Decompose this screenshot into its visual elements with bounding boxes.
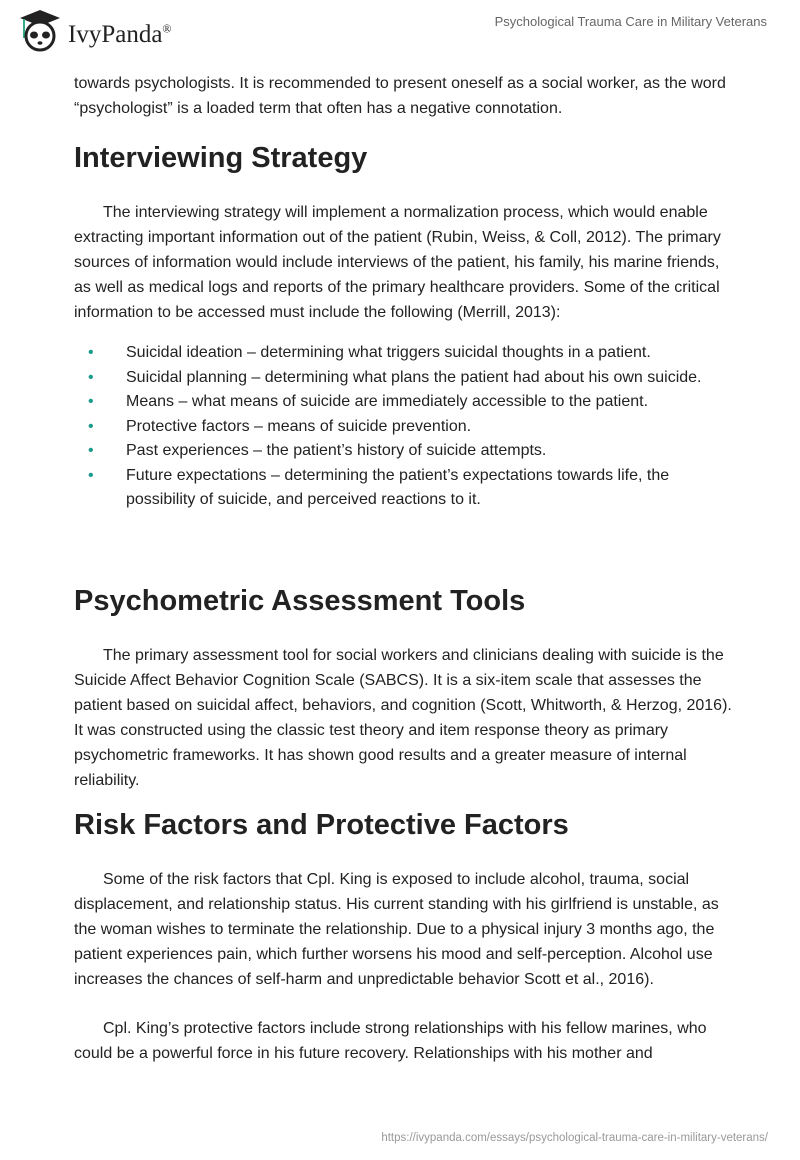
list-item-text: Protective factors – means of suicide prevention. — [126, 417, 472, 435]
list-item — [74, 415, 734, 440]
list-item-text: Means – what means of suicide are immediately accessible to the patient. — [126, 393, 649, 410]
intro-section — [74, 71, 734, 121]
paragraph: The interviewing strategy will implement a normalization process, which would enable extracting important information out of the patient (Rubin, Weiss, & Coll, 2012). The primary sources of information would include interviews of the patient, his family, his marine friends, as well as medical logs and reports of the primary healthcare providers. Some of the critical information to be accessed must include the following (Merrill, 2013): — [74, 204, 721, 321]
list-item — [74, 439, 734, 464]
ivypanda-logo[interactable] — [18, 8, 172, 52]
section-heading: Risk Factors and Protective Factors — [74, 809, 569, 841]
list-item — [74, 390, 734, 415]
section-risk-and-protective-factors — [74, 807, 734, 1066]
intro-paragraph: towards psychologists. It is recommended to present oneself as a social worker, as the word “psychologist” is a loaded term that often has a negative connotation. — [74, 75, 726, 117]
section-heading: Interviewing Strategy — [74, 142, 368, 174]
bullet-icon: • — [88, 466, 94, 484]
list-item — [74, 341, 734, 366]
section-interviewing-strategy — [74, 140, 734, 513]
registered-mark: ® — [162, 21, 172, 36]
bullet-icon: • — [88, 442, 94, 459]
list-item-text: Suicidal ideation – determining what triggers suicidal thoughts in a patient. — [126, 344, 651, 361]
paragraph: Cpl. King’s protective factors include strong relationships with his fellow marines, who could be a powerful force in his future recovery. Relationships with his mother and — [74, 1020, 707, 1062]
bullet-icon: • — [88, 393, 94, 410]
bullet-list — [74, 341, 734, 513]
panda-logo-icon — [18, 8, 62, 52]
bullet-icon: • — [88, 368, 94, 386]
list-item-text: Past experiences – the patient’s history of suicide attempts. — [126, 442, 547, 459]
list-item-text: Suicidal planning – determining what plans the patient had about his own suicide. — [126, 368, 702, 386]
section-psychometric-assessment-tools — [74, 583, 734, 793]
paragraph: Some of the risk factors that Cpl. King is exposed to include alcohol, trauma, social displacement, and relationship status. His current standing with his girlfriend is unstable, as the woman wishes to terminate the relationship. Due to a physical injury 3 months ago, the patient experiences pain, which further worsens his mood and self-perception. Alcohol use increases the chances of self-harm and unpredictable behavior Scott et al., 2016). — [74, 871, 719, 988]
document-title: Psychological Trauma Care in Military Veterans — [494, 14, 767, 29]
source-url[interactable]: https://ivypanda.com/essays/psychological-trauma-care-in-military-veterans/ — [381, 1132, 768, 1144]
logo-text: IvyPanda — [68, 21, 163, 48]
list-item — [74, 464, 734, 513]
list-item-text: Future expectations – determining the patient’s expectations towards life, the possibility of suicide, and perceived reactions to it. — [126, 466, 670, 508]
paragraph: The primary assessment tool for social workers and clinicians dealing with suicide is the Suicide Affect Behavior Cognition Scale (SABCS). It is a six-item scale that assesses the patient based on suicidal affect, behaviors, and cognition (Scott, Whitworth, & Herzog, 2016). It was constructed using the classic test theory and item response theory as primary psychometric frameworks. It has shown good results and a greater measure of internal reliability. — [74, 647, 732, 789]
section-heading: Psychometric Assessment Tools — [74, 585, 526, 617]
bullet-icon: • — [88, 417, 94, 435]
list-item — [74, 366, 734, 391]
bullet-icon: • — [88, 344, 94, 361]
